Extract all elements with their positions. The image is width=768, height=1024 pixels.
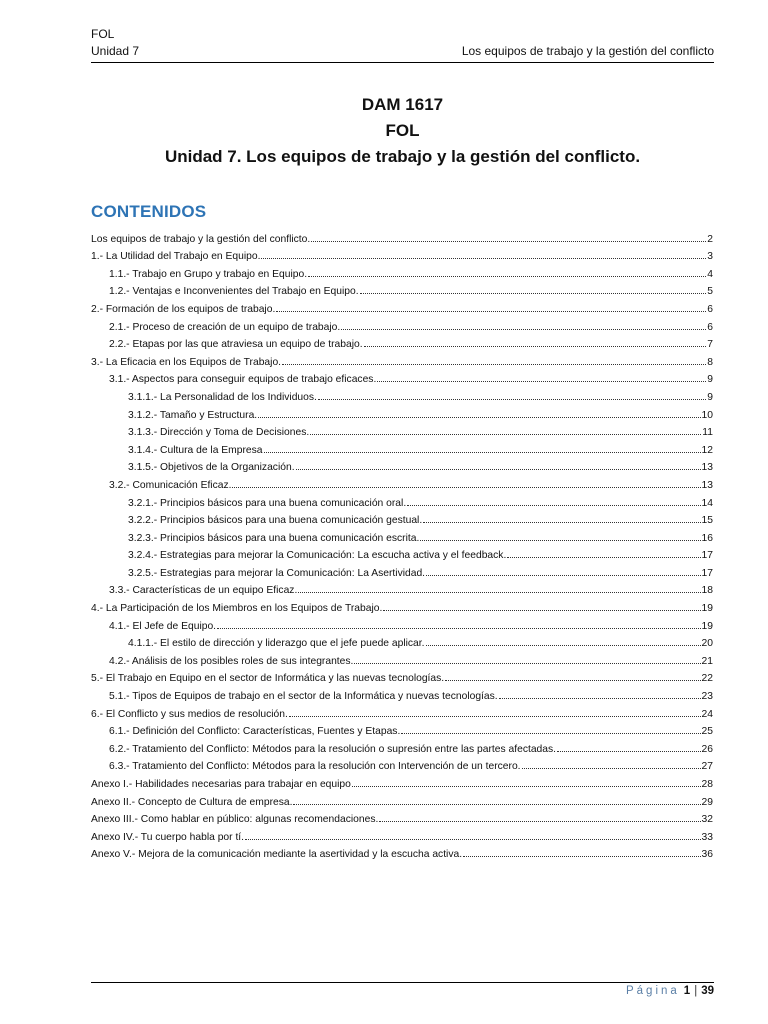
toc-entry[interactable] [91, 596, 713, 614]
toc-dot-leader [522, 768, 701, 769]
toc-entry-page: 36 [701, 849, 713, 861]
toc-entry-page: 8 [707, 356, 713, 368]
toc-entry-page: 32 [701, 814, 713, 826]
toc-entry-page: 25 [701, 726, 713, 738]
toc-dot-leader [557, 751, 701, 752]
toc-entry-text: 3.- La Eficacia en los Equipos de Trabajo. [91, 356, 282, 368]
toc-entry-page: 6 [707, 303, 713, 315]
toc-entry-text: 4.1.1.- El estilo de dirección y liderazgo que el jefe puede aplicar. [128, 638, 425, 650]
toc-dot-leader [383, 610, 700, 611]
toc-entry-page: 24 [701, 708, 713, 720]
toc-entry-page: 2 [707, 233, 713, 245]
header-divider [91, 62, 714, 63]
toc-entry-text: 3.1.5.- Objetivos de la Organización. [128, 462, 295, 474]
toc-entry-text: 6.1.- Definición del Conflicto: Características, Fuentes y Etapas. [109, 726, 401, 738]
toc-entry-text: Anexo I.- Habilidades necesarias para trabajar en equipo [91, 779, 351, 790]
toc-entry-page: 23 [701, 691, 713, 703]
toc-entry[interactable] [91, 702, 713, 720]
toc-dot-leader [360, 293, 707, 294]
toc-entry-page: 9 [707, 391, 713, 403]
toc-entry[interactable] [91, 227, 713, 245]
toc-dot-leader [276, 311, 706, 312]
header-row [91, 43, 714, 60]
toc-entry-text: 3.1.3.- Dirección y Toma de Decisiones. [128, 427, 310, 439]
toc-entry-text: 3.2.- Comunicación Eficaz. [109, 479, 232, 491]
page-footer [626, 985, 714, 997]
toc-entry[interactable] [91, 825, 713, 843]
toc-entry[interactable] [91, 421, 713, 439]
toc-dot-leader [507, 557, 700, 558]
table-of-contents [91, 227, 713, 860]
toc-entry-page: 5 [707, 286, 713, 298]
toc-entry[interactable] [91, 684, 713, 702]
toc-entry-page: 33 [701, 831, 713, 843]
toc-entry-page: 10 [701, 409, 713, 421]
toc-entry-page: 17 [701, 550, 713, 562]
toc-entry-text: Anexo V.- Mejora de la comunicación mediante la asertividad y la escucha activa. [91, 849, 463, 861]
toc-entry-text: 3.1.- Aspectos para conseguir equipos de trabajo eficaces. [109, 374, 377, 386]
toc-entry-text: 2.2.- Etapas por las que atraviesa un equipo de trabajo. [109, 339, 363, 351]
footer-total-pages: 39 [701, 985, 714, 997]
toc-dot-leader [289, 716, 701, 717]
footer-divider [91, 982, 714, 983]
toc-dot-leader [296, 469, 701, 470]
toc-entry-text: 2.1.- Proceso de creación de un equipo de trabajo. [109, 321, 341, 333]
toc-entry-text: 3.2.5.- Estrategias para mejorar la Comunicación: La Asertividad. [128, 567, 426, 579]
toc-entry-text: 3.1.2.- Tamaño y Estructura. [128, 409, 258, 421]
toc-entry-text: Anexo II.- Concepto de Cultura de empresa. [91, 796, 293, 808]
toc-entry[interactable] [91, 720, 713, 738]
toc-dot-leader [377, 381, 706, 382]
toc-entry-text: 4.- La Participación de los Miembros en los Equipos de Trabajo. [91, 603, 383, 615]
toc-entry[interactable] [91, 649, 713, 667]
title-line-2: FOL [385, 121, 420, 140]
title-line-1: DAM 1617 [361, 95, 444, 114]
toc-entry[interactable] [91, 315, 713, 333]
toc-entry[interactable] [91, 667, 713, 685]
toc-entry[interactable] [91, 438, 713, 456]
toc-dot-leader [264, 452, 701, 453]
toc-entry-page: 27 [701, 761, 713, 773]
header-course: FOL [91, 27, 115, 41]
toc-dot-leader [426, 645, 701, 646]
toc-entry[interactable] [91, 509, 713, 527]
toc-entry-text: 6.3.- Tratamiento del Conflicto: Métodos para la resolución con Intervención de un tercero. [109, 761, 521, 773]
toc-entry[interactable] [91, 333, 713, 351]
toc-entry-page: 20 [701, 638, 713, 650]
toc-entry-text: 6.2.- Tratamiento del Conflicto: Métodos para la resolución o supresión entre las partes afectadas. [109, 743, 557, 755]
toc-entry[interactable] [91, 473, 713, 491]
toc-entry[interactable] [91, 737, 713, 755]
toc-entry-page: 14 [701, 497, 713, 509]
toc-entry[interactable] [91, 526, 713, 544]
toc-entry-text: 3.2.1.- Principios básicos para una buena comunicación oral. [128, 497, 407, 509]
toc-dot-leader [420, 540, 700, 541]
toc-entry-text: 3.2.3.- Principios básicos para una buena comunicación escrita. [128, 532, 420, 544]
toc-dot-leader [232, 487, 700, 488]
toc-entry-text: 3.2.2.- Principios básicos para una buena comunicación gestual. [128, 515, 423, 527]
document-title-block [91, 92, 714, 170]
toc-entry-text: Anexo III.- Como hablar en público: algunas recomendaciones. [91, 814, 379, 826]
toc-entry[interactable] [91, 755, 713, 773]
toc-dot-leader [379, 821, 700, 822]
toc-entry-page: 28 [701, 779, 713, 790]
toc-entry[interactable] [91, 614, 713, 632]
toc-entry-page: 11 [702, 427, 713, 439]
toc-dot-leader [407, 505, 700, 506]
toc-entry-text: 3.1.4.- Cultura de la Empresa [128, 444, 263, 456]
toc-entry[interactable] [91, 280, 713, 298]
toc-dot-leader [245, 839, 701, 840]
toc-entry-page: 17 [701, 567, 713, 579]
toc-entry[interactable] [91, 456, 713, 474]
toc-entry-text: 4.1.- El Jefe de Equipo. [109, 620, 217, 632]
toc-entry-page: 7 [707, 339, 713, 351]
toc-entry-page: 4 [707, 268, 713, 280]
toc-entry[interactable] [91, 561, 713, 579]
toc-entry-text: 2.- Formación de los equipos de trabajo. [91, 303, 276, 315]
toc-dot-leader [401, 733, 700, 734]
toc-dot-leader [293, 804, 700, 805]
toc-dot-leader [261, 258, 706, 259]
toc-entry[interactable] [91, 808, 713, 826]
footer-page-label: Página [625, 985, 680, 997]
toc-entry-text: Anexo IV.- Tu cuerpo habla por tí. [91, 831, 245, 843]
toc-entry-text: 5.1.- Tipos de Equipos de trabajo en el sector de la Informática y nuevas tecnologías. [109, 691, 498, 703]
toc-entry[interactable] [91, 790, 713, 808]
toc-entry-page: 18 [701, 585, 713, 597]
toc-entry-text: 1.- La Utilidad del Trabajo en Equipo. [91, 251, 261, 263]
toc-heading: CONTENIDOS [91, 202, 207, 221]
toc-entry[interactable] [91, 350, 713, 368]
toc-entry[interactable] [91, 632, 713, 650]
toc-entry[interactable] [91, 579, 713, 597]
toc-entry[interactable] [91, 385, 713, 403]
toc-entry-page: 13 [701, 479, 713, 491]
toc-entry-page: 22 [701, 673, 713, 685]
toc-entry[interactable] [91, 403, 713, 421]
toc-entry[interactable] [91, 297, 713, 315]
toc-entry-page: 19 [701, 620, 713, 632]
toc-entry-text: 3.1.1.- La Personalidad de los Individuos. [128, 391, 317, 403]
toc-entry[interactable] [91, 491, 713, 509]
toc-entry[interactable] [91, 843, 713, 861]
toc-dot-leader [298, 592, 700, 593]
toc-dot-leader [423, 522, 700, 523]
toc-dot-leader [217, 628, 700, 629]
toc-entry-text: Los equipos de trabajo y la gestión del conflicto. [91, 233, 311, 245]
toc-entry-page: 9 [707, 374, 713, 386]
toc-entry-page: 15 [701, 515, 713, 527]
toc-entry-text: 3.3.- Características de un equipo Eficaz. [109, 585, 298, 597]
toc-entry[interactable] [91, 544, 713, 562]
toc-dot-leader [426, 575, 700, 576]
toc-dot-leader [354, 663, 700, 664]
toc-dot-leader [352, 786, 701, 787]
toc-entry-text: 5.- El Trabajo en Equipo en el sector de Informática y las nuevas tecnologías. [91, 673, 445, 685]
toc-entry-text: 3.2.4.- Estrategias para mejorar la Comunicación: La escucha activa y el feedback. [128, 550, 507, 562]
title-line-3: Unidad 7. Los equipos de trabajo y la gestión del conflicto. [164, 147, 641, 166]
toc-dot-leader [311, 241, 706, 242]
page-header [91, 26, 714, 60]
toc-entry[interactable] [91, 772, 713, 790]
toc-dot-leader [318, 399, 706, 400]
toc-entry-page: 3 [707, 251, 713, 263]
toc-dot-leader [308, 276, 706, 277]
toc-entry-page: 16 [701, 532, 713, 544]
toc-entry-text: 1.2.- Ventajas e Inconvenientes del Trabajo en Equipo. [109, 286, 359, 298]
toc-entry-page: 26 [701, 743, 713, 755]
toc-dot-leader [258, 417, 700, 418]
toc-dot-leader [341, 329, 706, 330]
toc-dot-leader [499, 698, 701, 699]
toc-entry-text: 4.2.- Análisis de los posibles roles de sus integrantes. [109, 655, 354, 667]
toc-entry-page: 19 [701, 603, 713, 615]
footer-separator: | [694, 985, 698, 997]
toc-entry-text: 6.- El Conflicto y sus medios de resolución. [91, 708, 288, 720]
toc-entry-page: 13 [701, 462, 713, 474]
toc-dot-leader [310, 434, 701, 435]
toc-dot-leader [463, 856, 700, 857]
toc-dot-leader [282, 364, 706, 365]
header-unit: Unidad 7 [91, 44, 140, 58]
toc-entry-page: 29 [701, 796, 713, 808]
toc-entry-text: 1.1.- Trabajo en Grupo y trabajo en Equipo. [109, 268, 308, 280]
toc-dot-leader [445, 680, 700, 681]
footer-current-page: 1 [683, 985, 691, 997]
header-title: Los equipos de trabajo y la gestión del conflicto [461, 44, 714, 58]
toc-entry[interactable] [91, 368, 713, 386]
toc-dot-leader [364, 346, 707, 347]
toc-entry-page: 12 [701, 444, 713, 456]
toc-entry[interactable] [91, 245, 713, 263]
toc-entry-page: 6 [707, 321, 713, 333]
toc-entry-page: 21 [701, 655, 713, 667]
toc-entry[interactable] [91, 262, 713, 280]
